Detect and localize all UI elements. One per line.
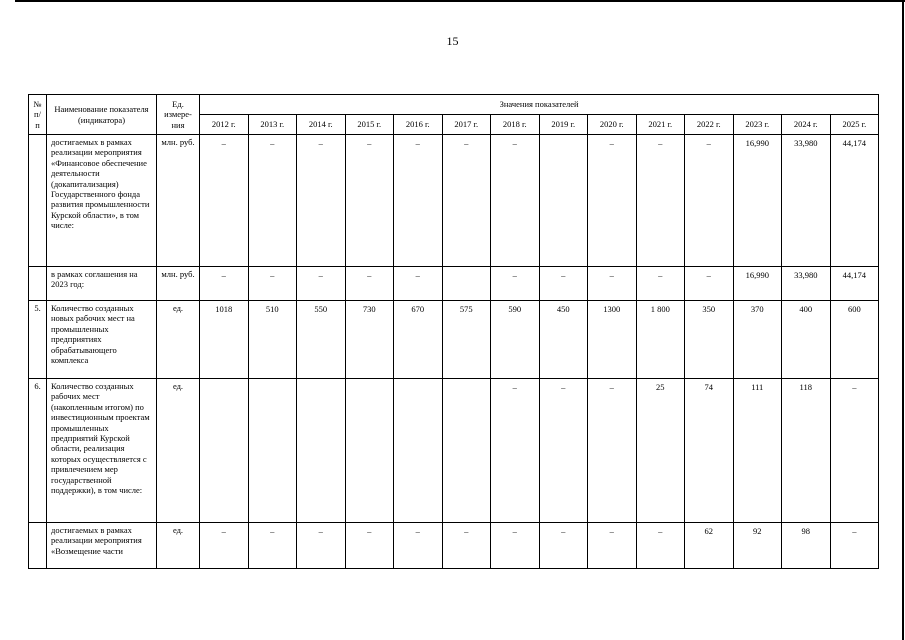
row-unit: ед. [157, 523, 200, 569]
row-name: достигаемых в рамках реализации мероприятия «Возмещение части [47, 523, 157, 569]
row-value: 400 [782, 301, 831, 379]
row-name: достигаемых в рамках реализации мероприятия «Финансовое обеспечение деятельности (докапитализация) Государственного фонда развития промышленности Курской области», в том числе: [47, 135, 157, 267]
row-unit: млн. руб. [157, 135, 200, 267]
row-num [29, 523, 47, 569]
year-header: 2022 г. [685, 115, 734, 135]
row-value: – [297, 267, 346, 301]
year-header: 2018 г. [491, 115, 540, 135]
row-value [539, 135, 588, 267]
row-value [345, 379, 394, 523]
year-header: 2021 г. [636, 115, 685, 135]
row-value: – [491, 135, 540, 267]
row-value: – [345, 135, 394, 267]
year-header: 2023 г. [733, 115, 782, 135]
row-value: – [830, 523, 879, 569]
row-value: 450 [539, 301, 588, 379]
row-value: – [248, 523, 297, 569]
row-value: 370 [733, 301, 782, 379]
row-value: – [636, 523, 685, 569]
year-header: 2014 г. [297, 115, 346, 135]
top-border-line [15, 0, 905, 2]
indicators-table [28, 94, 879, 569]
row-value: 510 [248, 301, 297, 379]
row-value: 33,980 [782, 135, 831, 267]
row-value: – [200, 135, 249, 267]
year-header: 2024 г. [782, 115, 831, 135]
row-value: – [394, 135, 443, 267]
row-name: Количество созданных рабочих мест (накопленным итогом) по инвестиционным проектам промышленных предприятий Курской области, реализация которых осуществляется с привлечением мер государственной поддержки), в том числе: [47, 379, 157, 523]
row-name: Количество созданных новых рабочих мест на промышленных предприятиях обрабатывающего комплекса [47, 301, 157, 379]
row-value: – [685, 135, 734, 267]
row-value: 350 [685, 301, 734, 379]
row-value: 74 [685, 379, 734, 523]
page-number: 15 [446, 34, 459, 48]
row-value: – [685, 267, 734, 301]
row-value: – [491, 267, 540, 301]
row-value: 590 [491, 301, 540, 379]
row-value: 670 [394, 301, 443, 379]
table-header-row [29, 95, 879, 115]
row-value: 44,174 [830, 267, 879, 301]
row-num [29, 135, 47, 267]
row-unit: ед. [157, 379, 200, 523]
row-value: 600 [830, 301, 879, 379]
row-value: – [588, 267, 637, 301]
row-value: – [588, 379, 637, 523]
row-value: – [830, 379, 879, 523]
row-value: 92 [733, 523, 782, 569]
row-value: 1 800 [636, 301, 685, 379]
table-row [29, 135, 879, 267]
row-value: – [200, 267, 249, 301]
row-value: 575 [442, 301, 491, 379]
row-value: – [248, 267, 297, 301]
row-value: – [297, 135, 346, 267]
row-value: – [539, 267, 588, 301]
row-value: – [345, 267, 394, 301]
row-value: – [248, 135, 297, 267]
row-value [442, 379, 491, 523]
year-header: 2020 г. [588, 115, 637, 135]
row-value: – [588, 523, 637, 569]
row-value: 25 [636, 379, 685, 523]
row-unit: ед. [157, 301, 200, 379]
row-value: 16,990 [733, 135, 782, 267]
year-header: 2019 г. [539, 115, 588, 135]
row-value [297, 379, 346, 523]
row-value [248, 379, 297, 523]
row-name: в рамках соглашения на 2023 год: [47, 267, 157, 301]
row-value: 62 [685, 523, 734, 569]
row-value: – [297, 523, 346, 569]
header-values-title: Значения показателей [200, 95, 879, 115]
row-unit: млн. руб. [157, 267, 200, 301]
row-value: – [200, 523, 249, 569]
row-value: – [636, 135, 685, 267]
row-num [29, 267, 47, 301]
row-value: – [442, 523, 491, 569]
row-value: 118 [782, 379, 831, 523]
row-value: 111 [733, 379, 782, 523]
row-num: 5. [29, 301, 47, 379]
row-value: 33,980 [782, 267, 831, 301]
year-header: 2025 г. [830, 115, 879, 135]
table-row [29, 379, 879, 523]
year-header: 2016 г. [394, 115, 443, 135]
table-row [29, 301, 879, 379]
header-unit: Ед. измере-ния [157, 95, 200, 135]
row-value: – [345, 523, 394, 569]
right-border-line [902, 0, 904, 640]
row-value: 98 [782, 523, 831, 569]
row-value: 44,174 [830, 135, 879, 267]
row-value [200, 379, 249, 523]
row-value [394, 379, 443, 523]
year-header: 2013 г. [248, 115, 297, 135]
header-name: Наименование показателя (индикатора) [47, 95, 157, 135]
row-value: – [636, 267, 685, 301]
row-value: – [394, 267, 443, 301]
table-row [29, 267, 879, 301]
row-value: – [442, 135, 491, 267]
row-value: 1018 [200, 301, 249, 379]
table-row [29, 523, 879, 569]
row-value: – [539, 379, 588, 523]
year-header: 2017 г. [442, 115, 491, 135]
row-value: 550 [297, 301, 346, 379]
row-value [442, 267, 491, 301]
row-value: – [588, 135, 637, 267]
header-num: № п/п [29, 95, 47, 135]
row-value: – [491, 523, 540, 569]
row-value: 1300 [588, 301, 637, 379]
year-header: 2012 г. [200, 115, 249, 135]
row-value: – [539, 523, 588, 569]
row-value: – [394, 523, 443, 569]
year-header: 2015 г. [345, 115, 394, 135]
row-value: 730 [345, 301, 394, 379]
row-num: 6. [29, 379, 47, 523]
row-value: 16,990 [733, 267, 782, 301]
row-value: – [491, 379, 540, 523]
